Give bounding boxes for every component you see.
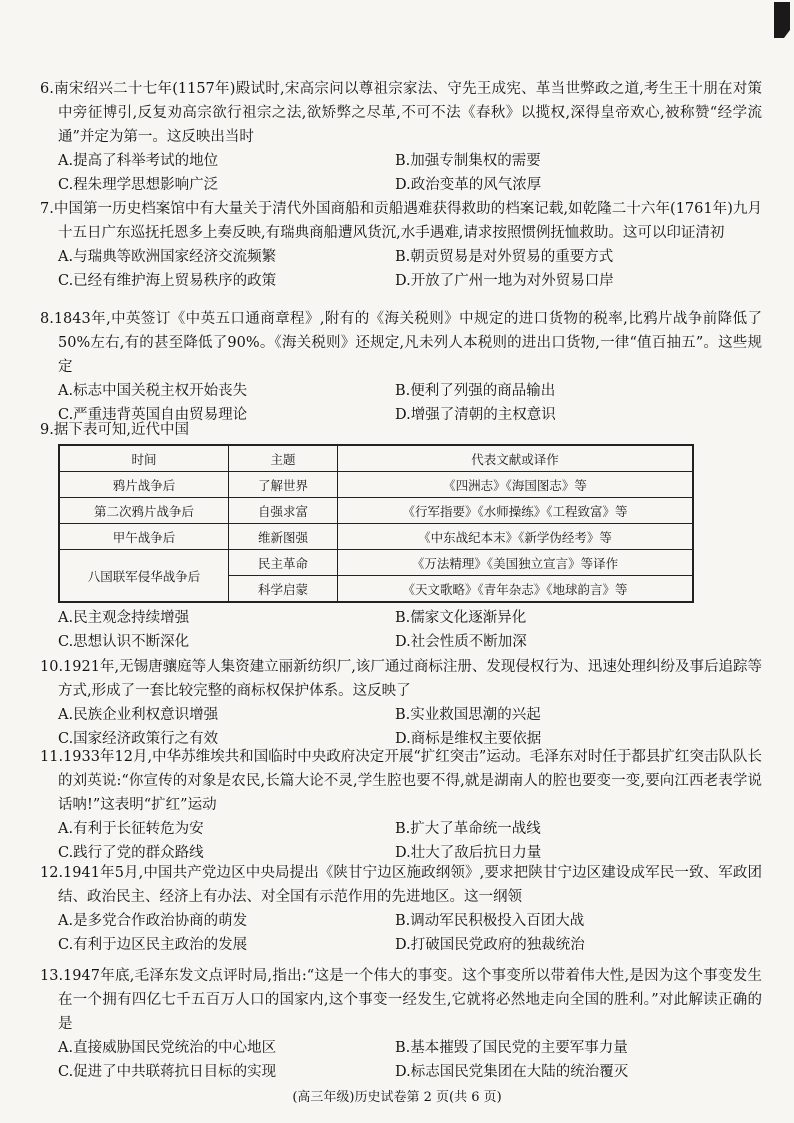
table-cell: 第二次鸦片战争后 [59, 498, 229, 524]
options [40, 703, 762, 751]
question-13 [40, 964, 762, 1084]
question-stem: 13.1947年底,毛泽东发文点评时局,指出:“这是一个伟大的事变。这个事变所以带着伟大性,是因为这个事变发生在一个拥有四亿七千五百万人口的国家内,这个事变一经发生,它就将必然地走向全国的胜利。”对此解读正确的是 [40, 968, 762, 1032]
option-d: D.开放了广州一地为对外贸易口岸 [395, 273, 614, 289]
table-header: 时间 [59, 445, 229, 472]
option-c: C.程朱理学思想影响广泛 [58, 177, 219, 193]
option-d: D.商标是维权主要依据 [395, 731, 542, 747]
table-cell: 《四洲志》《海国图志》等 [338, 472, 694, 498]
question-7 [40, 197, 762, 293]
options [40, 245, 762, 293]
option-b: B.朝贡贸易是对外贸易的重要方式 [395, 249, 614, 265]
question-6 [40, 77, 762, 197]
option-c: C.已经有维护海上贸易秩序的政策 [58, 273, 277, 289]
option-a: A.直接威胁国民党统治的中心地区 [58, 1040, 277, 1056]
question-9-table [58, 444, 694, 603]
table-cell: 自强求富 [229, 498, 338, 524]
options [40, 1036, 762, 1084]
option-b: B.扩大了革命统一战线 [395, 821, 541, 837]
question-stem: 11.1933年12月,中华苏维埃共和国临时中央政府决定开展“扩红突击”运动。毛泽东对时任于都县扩红突击队队长的刘英说:“你宣传的对象是农民,长篇大论不灵,学生腔也要不得,就是湖南人的腔也要变一变,要向江西老表学说话呐!”这表明“扩红”运动 [40, 749, 762, 813]
table-cell: 民主革命 [229, 550, 338, 576]
question-stem: 7.中国第一历史档案馆中有大量关于清代外国商船和贡船遇难获得救助的档案记载,如乾隆二十六年(1761年)九月十五日广东巡抚托恩多上奏反映,有瑞典商船遭风货沉,水手遇难,请求按照惯例抚恤救助。这可以印证清初 [40, 201, 762, 241]
option-a: A.标志中国关税主权开始丧失 [58, 383, 248, 399]
options [40, 909, 762, 957]
table-cell: 《万法精理》《美国独立宣言》等译作 [338, 550, 694, 576]
option-a: A.是多党合作政治协商的萌发 [58, 913, 248, 929]
table-cell: 《行军指要》《水师操练》《工程致富》等 [338, 498, 694, 524]
option-c: C.促进了中共联蒋抗日目标的实现 [58, 1064, 277, 1080]
option-a: A.有利于长征转危为安 [58, 821, 204, 837]
table-cell: 科学启蒙 [229, 576, 338, 603]
table-cell: 维新图强 [229, 524, 338, 550]
option-b: B.调动军民积极投入百团大战 [395, 913, 585, 929]
option-c: C.践行了党的群众路线 [58, 845, 204, 861]
table-row [59, 472, 693, 498]
option-c: C.有利于边区民主政治的发展 [58, 937, 248, 953]
question-stem: 10.1921年,无锡唐骧庭等人集资建立丽新纺织厂,该厂通过商标注册、发现侵权行为、迅速处理纠纷及事后追踪等方式,形成了一套比较完整的商标权保护体系。这反映了 [40, 659, 762, 699]
option-b: B.加强专制集权的需要 [395, 153, 541, 169]
option-b: B.基本摧毁了国民党的主要军事力量 [395, 1040, 628, 1056]
question-stem: 12.1941年5月,中国共产党边区中央局提出《陕甘宁边区施政纲领》,要求把陕甘宁边区建设成军民一致、军政团结、政治民主、经济上有办法、对全国有示范作用的先进地区。这一纲领 [40, 865, 762, 905]
table-cell: 鸦片战争后 [59, 472, 229, 498]
option-d: D.社会性质不断加深 [395, 634, 527, 650]
option-b: B.儒家文化逐渐异化 [395, 610, 527, 626]
option-d: D.打破国民党政府的独裁统治 [395, 937, 585, 953]
option-b: B.实业救国思潮的兴起 [395, 707, 541, 723]
options [40, 817, 762, 865]
question-10 [40, 655, 762, 751]
question-stem: 9.据下表可知,近代中国 [40, 422, 189, 438]
option-d: D.壮大了敌后抗日力量 [395, 845, 542, 861]
question-8 [40, 307, 762, 427]
table-header: 主题 [229, 445, 338, 472]
question-stem: 8.1843年,中英签订《中英五口通商章程》,附有的《海关税则》中规定的进口货物的税率,比鸦片战争前降低了50%左右,有的甚至降低了90%。《海关税则》还规定,凡未列人本税则的进出口货物,一律“值百抽五”。这些规定 [40, 311, 762, 375]
table-header: 代表文献或译作 [338, 445, 694, 472]
option-d: D.增强了清朝的主权意识 [395, 407, 556, 423]
option-a: A.民族企业利权意识增强 [58, 707, 219, 723]
option-a: A.与瑞典等欧洲国家经济交流频繁 [58, 249, 277, 265]
option-c: C.思想认识不断深化 [58, 634, 190, 650]
option-d: D.标志国民党集团在大陆的统治覆灭 [395, 1064, 629, 1080]
table-header-row [59, 445, 693, 472]
option-d: D.政治变革的风气浓厚 [395, 177, 542, 193]
question-11 [40, 745, 762, 865]
table-cell: 八国联军侵华战争后 [59, 550, 229, 603]
options [40, 606, 762, 654]
table-cell: 《天文歌略》《青年杂志》《地球韵言》等 [338, 576, 694, 603]
table-cell: 甲午战争后 [59, 524, 229, 550]
table-row [59, 498, 693, 524]
option-a: A.民主观念持续增强 [58, 610, 190, 626]
option-a: A.提高了科举考试的地位 [58, 153, 219, 169]
scan-edge-mark [770, 0, 794, 40]
table-row [59, 524, 693, 550]
table-row [59, 550, 693, 576]
question-9 [40, 418, 762, 442]
table-cell: 《中东战纪本末》《新学伪经考》等 [338, 524, 694, 550]
option-b: B.便利了列强的商品输出 [395, 383, 556, 399]
option-c: C.国家经济政策行之有效 [58, 731, 219, 747]
option-c: C.严重违背英国自由贸易理论 [58, 407, 248, 423]
question-12 [40, 861, 762, 957]
table-cell: 了解世界 [229, 472, 338, 498]
options [40, 149, 762, 197]
question-stem: 6.南宋绍兴二十七年(1157年)殿试时,宋高宗问以尊祖宗家法、守先王成宪、革当世弊政之道,考生王十朋在对策中旁征博引,反复劝高宗欲行祖宗之法,欲矫弊之尽革,不可不法《春秋》以揽权,深得皇帝欢心,被称赞“经学流通”并定为第一。这反映出当时 [40, 81, 762, 145]
page-footer: (高三年级)历史试卷第 2 页(共 6 页) [292, 1090, 502, 1105]
question-9-options [40, 606, 762, 654]
